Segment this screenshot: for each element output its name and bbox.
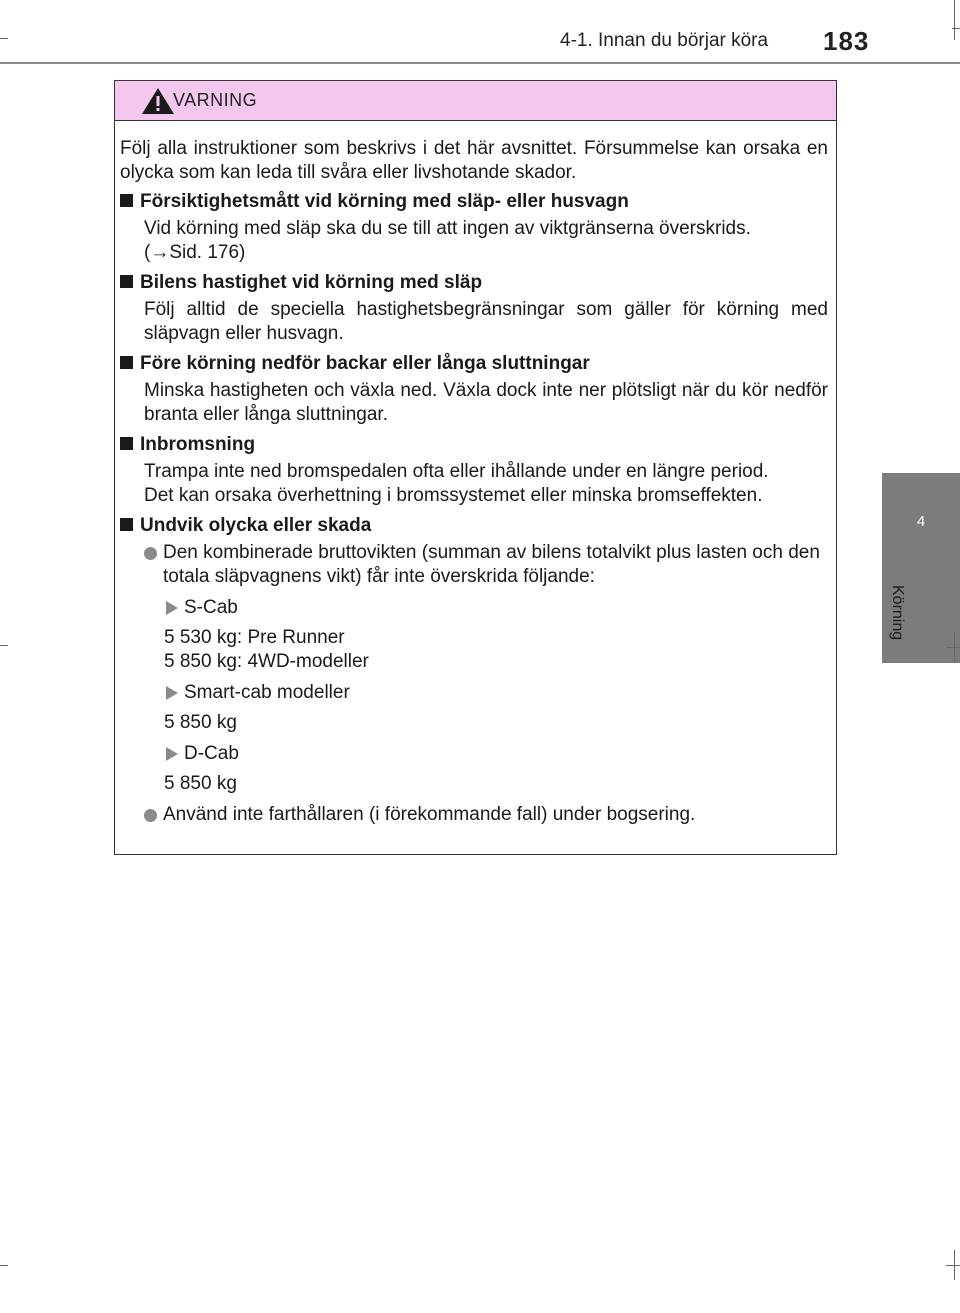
section-heading: Försiktighetsmått vid körning med släp- eller husvagn bbox=[120, 190, 828, 214]
crop-mark bbox=[954, 1250, 955, 1280]
crop-mark bbox=[0, 38, 8, 39]
vehicle-type-item: Smart-cab modeller bbox=[164, 681, 828, 705]
warning-intro: Följ alla instruktioner som beskrivs i det här avsnittet. Försummelse kan orsaka en olycka som kan leda till svåra eller livshotande skador. bbox=[120, 138, 828, 183]
text-line: Trampa inte ned bromspedalen ofta eller ihållande under en längre period. bbox=[144, 461, 769, 482]
square-bullet-icon bbox=[120, 194, 133, 207]
crop-mark bbox=[954, 632, 955, 662]
square-bullet-icon bbox=[120, 356, 133, 369]
section-text bbox=[144, 217, 828, 265]
text-line: Vid körning med släp ska du se till att ingen av viktgränserna överskrids. bbox=[144, 218, 751, 239]
vehicle-type-item: D-Cab bbox=[164, 742, 828, 766]
warning-title: VARNING bbox=[173, 90, 258, 110]
triangle-bullet-icon bbox=[166, 747, 178, 761]
chapter-label: Körning bbox=[889, 585, 906, 641]
triangle-bullet-icon bbox=[166, 686, 178, 700]
vehicle-type-item: S-Cab bbox=[164, 596, 828, 620]
triangle-bullet-icon bbox=[166, 601, 178, 615]
warning-triangle-icon bbox=[141, 87, 175, 115]
header-rule bbox=[0, 62, 960, 64]
circle-bullet-icon bbox=[144, 809, 157, 822]
section-heading: Inbromsning bbox=[120, 433, 828, 457]
weight-limit: 5 530 kg: Pre Runner 5 850 kg: 4WD-modeller bbox=[164, 627, 369, 672]
list-item: Använd inte farthållaren (i förekommande fall) under bogsering. bbox=[144, 803, 828, 827]
section-heading: Undvik olycka eller skada bbox=[120, 514, 828, 538]
square-bullet-icon bbox=[120, 518, 133, 531]
weight-limit: 5 850 kg bbox=[164, 712, 237, 733]
section-heading: Bilens hastighet vid körning med släp bbox=[120, 271, 828, 295]
text-line: Det kan orsaka överhettning i bromssystemet eller minska bromseffekten. bbox=[144, 485, 763, 506]
page-number: 183 bbox=[823, 26, 870, 56]
section-text bbox=[144, 460, 828, 508]
section-heading: Före körning nedför backar eller långa sluttningar bbox=[120, 352, 828, 376]
warning-header bbox=[115, 81, 836, 121]
warning-box bbox=[114, 80, 837, 855]
section-text: Minska hastigheten och växla ned. Växla dock inte ner plötsligt när du kör nedför branta eller långa sluttningar. bbox=[144, 380, 828, 425]
page-reference: (→Sid. 176) bbox=[144, 242, 246, 263]
section-title: 4-1. Innan du börjar köra bbox=[560, 30, 769, 51]
weight-limit: 5 850 kg bbox=[164, 773, 237, 794]
crop-mark bbox=[0, 645, 8, 646]
crop-mark bbox=[946, 647, 960, 648]
section-text: Följ alltid de speciella hastighetsbegränsningar som gäller för körning med släpvagn eller husvagn. bbox=[144, 299, 828, 344]
square-bullet-icon bbox=[120, 275, 133, 288]
crop-mark bbox=[946, 1265, 960, 1266]
square-bullet-icon bbox=[120, 437, 133, 450]
chapter-number: 4 bbox=[916, 513, 926, 530]
warning-body bbox=[115, 121, 836, 827]
crop-mark bbox=[0, 1265, 8, 1266]
crop-mark bbox=[954, 0, 955, 40]
circle-bullet-icon bbox=[144, 547, 157, 560]
list-item: Den kombinerade bruttovikten (summan av bilens totalvikt plus lasten och den totala släpvagnens vikt) får inte överskrida följande: bbox=[144, 541, 828, 589]
